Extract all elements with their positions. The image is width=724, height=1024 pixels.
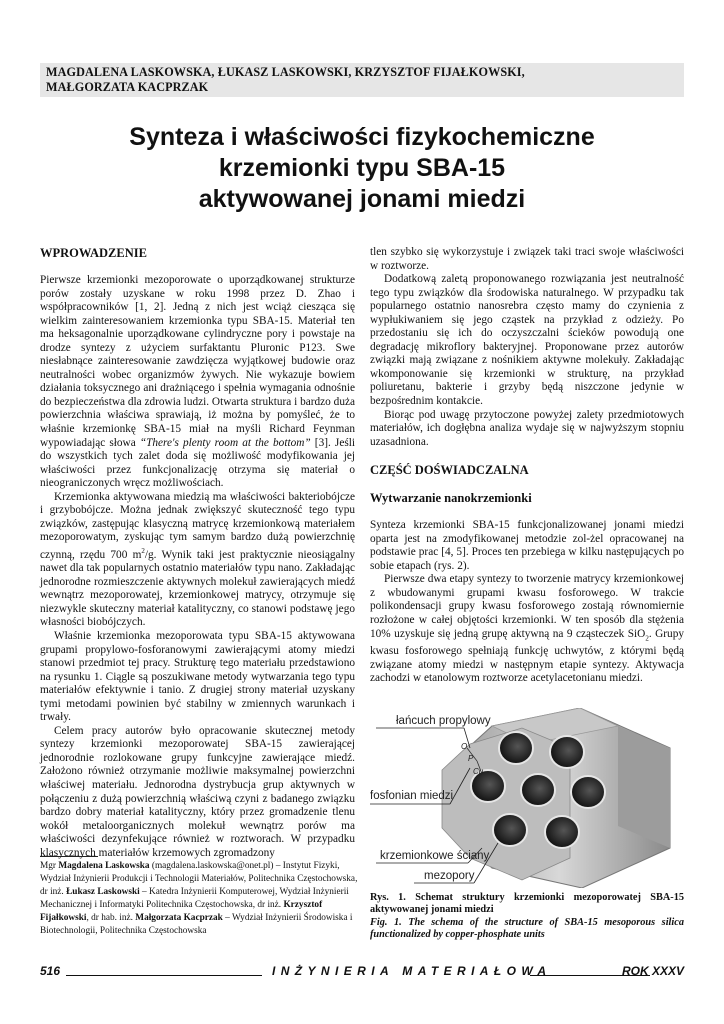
title-line-2: krzemionki typu SBA-15 — [218, 154, 506, 182]
label-silica-walls: krzemionkowe ściany — [380, 850, 490, 862]
svg-text:Cu: Cu — [473, 767, 484, 776]
right-column — [370, 246, 684, 686]
paragraph: tlen szybko się wykorzystuje i związek taki traci swoje właściwości w roztworze. — [370, 246, 684, 272]
figure-sba15-structure — [370, 708, 684, 888]
page-number: 516 — [40, 964, 61, 978]
left-column — [40, 246, 355, 860]
paragraph: Dodatkową zaletą proponowanego rozwiązania jest neutralność tego typu związków dla środowiska naturalnego. W przypadku tak popularnego ostatnio nanosrebra często mamy do czynienia z wypłukiwaniem się jego cząstek na przykład z odzieży. Po przedostaniu się ich do oczyszczalni ścieków powodują one degradację mikroflory bakteryjnej. Proponowane przez autorów związki mają związane z nośnikiem aktywne molekuły. Zakładając wkomponowanie się krzemionki w strukturę, na przykład poliuretanu, bakterie i grzyby będą niszczone jedynie w bezpośrednim kontakcie. — [370, 273, 684, 408]
article-title — [40, 122, 684, 215]
title-line-3: aktywowanej jonami miedzi — [198, 185, 526, 213]
authors-line-1: MAGDALENA LASKOWSKA, ŁUKASZ LASKOWSKI, KRZYSZTOF FIJAŁKOWSKI, — [46, 65, 525, 79]
section-heading-experimental: CZĘŚĆ DOŚWIADCZALNA — [370, 463, 529, 478]
feynman-quote: “There's plenty room at the bottom” — [139, 436, 311, 449]
paragraph: Krzemionka aktywowana miedzią ma właściwości bakteriobójcze i grzybobójcze. Można jednak zwiększyć skuteczność tego typu związków, zastępując klasyczną matrycę krzemionkową materiałem mezoporowatym, zyskując tym samym bardzo dużą powierzchnię czynną, rzędu 700 $m^2/g$. Wynik taki jest praktycznie nieosiągalny nawet dla tak popularnych ostatnio materiałów typu nano. Zakładając jednorodne rozmieszczenie aktywnych molekuł zawierających miedź wewnątrz mezoporowatej, krzemionkowej matrycy, otrzymuje się niezwykle skuteczny materiał katalityczny, co stanowi podstawę jego własności biobójczych. — [40, 490, 355, 629]
label-propyl-chain: łańcuch propylowy — [396, 715, 491, 727]
volume-year: ROK XXXV — [621, 964, 684, 978]
journal-name: INŻYNIERIA MATERIAŁOWA — [272, 964, 552, 978]
label-mesopores: mezopory — [424, 870, 475, 882]
caption-english: Fig. 1. The schema of the structure of SBA-15 mesoporous silica functionalized by copper-phosphate units — [370, 916, 684, 940]
page-footer — [40, 964, 684, 980]
label-copper-phosphonate: fosfonian miedzi — [370, 790, 454, 802]
section-heading-introduction: WPROWADZENIE — [40, 246, 147, 260]
footer-rule-left — [66, 975, 262, 976]
author-affiliations-footnote: Mgr Magdalena Laskowska (magdalena.laskowska@onet.pl) – Instytut Fizyki, Wydział Inżynierii Produkcji i Technologii Materiałów, Politechnika Częstochowska, dr inż. Łukasz Laskowski – Katedra Inżynierii Komputerowej, Wydział Inżynierii Mechanicznej i Informatyki Politechnika Częstochowska, dr inż. Krzysztof Fijałkowski, dr hab. inż. Małgorzata Kacprzak – Wydział Inżynierii Środowiska i Biotechnologii, Politechnika Częstochowska — [40, 856, 360, 939]
paragraph: Pierwsze dwa etapy syntezy to tworzenie matrycy krzemionkowej z wbudowanymi grupami kwasu fosforowego. W trakcie polikondensacji grupy kwasu fosforowego zostają równomiernie rozłożone w całej objętości krzemionki. W ten sposób dla stężenia 10% uzyskuje się jedną grupę aktywną na 9 cząsteczek SiO$_2$. Grupy kwasu fosforowego spełniają funkcję uchwytów, z którymi będą związane atomy miedzi w następnym etapie syntezy. Aktywacja zachodzi w etanolowym roztworze acetylacetonianu miedzi. — [370, 573, 684, 685]
title-line-1: Synteza i właściwości fizykochemiczne — [129, 123, 595, 151]
paragraph: Synteza krzemionki SBA-15 funkcjonalizowanej jonami miedzi oparta jest na zmodyfikowanej metodzie zol-żel opracowanej na podstawie prac [4, 5]. Proces ten przebiega w kilku następujących po sobie etapach (rys. 2). — [370, 519, 684, 572]
caption-polish: Rys. 1. Schemat struktury krzemionki mezoporowatej SBA-15 aktywowanej jonami miedzi — [370, 892, 684, 916]
svg-text:P: P — [468, 754, 474, 763]
svg-text:O: O — [461, 742, 468, 751]
paragraph: Celem pracy autorów było opracowanie skutecznej metody syntezy krzemionki mezoporowatej SBA-15 zawierającej jednorodnie rozlokowane grupy funkcyjne zawierające miedź. Założono również otrzymanie możliwie maksymalnej powierzchni właściwej materiału. Jednorodna dystrybucja grup aktywnych w połączeniu z dużą powierzchnią właściwą czyni z badanego związku bardzo dobry materiał katalityczny, który przez gromadzenie tlenu wokół metaloorganicznych molekuł wewnątrz porów ma właściwości dezynfekujące również w roztworach. W przypadku klasycznych materiałów krzemowych zgromadzony — [40, 724, 355, 859]
paragraph: Właśnie krzemionka mezoporowata typu SBA-15 aktywowana grupami propylowo-fosforanowymi zawierającymi atomy miedzi stanowi przedmiot tej pracy. Strukturę tego materiału przedstawiono na rysunku 1. Ciągle są poszukiwane metody wytwarzania tego typu materiałów efektywnie i tanio. Z drugiej strony materiał uzyskany tymi metodami powinien być stabilny w zmiennych warunkach i trwały. — [40, 629, 355, 724]
paragraph: Biorąc pod uwagę przytoczone powyżej zalety przedmiotowych materiałów, ich dogłębna analiza wydaje się w najwyższym stopniu uzasadniona. — [370, 408, 684, 448]
subsection-heading: Wytwarzanie nanokrzemionki — [370, 491, 532, 506]
footnote-rule — [40, 856, 98, 857]
paragraph: Pierwsze krzemionki mezoporowate o uporządkowanej strukturze porów zostały uzyskane w roku 1998 przez D. Zhao i współpracowników [1, 2]. Jedną z nich jest wciąż ciesząca się wielkim zainteresowaniem krzemionka typu SBA-15. Materiał ten ma heksagonalnie uporządkowane cylindryczne pory i powstaje na drodze syntezy z użyciem surfaktantu Pluronic P123. Swe niesłabnące zainteresowanie zawdzięcza wyjątkowej budowie oraz neutralności wobec organizmów żywych. Nie wykazuje bowiem działania toksycznego ani drażniącego i spełnia wymagania odnośnie do bezpieczeństwa dla zdrowia ludzi. Otwarta struktura i bardzo duża powierzchnia właściwa sprawiają, iż można by pomyśleć, że to właśnie krzemionkę SBA-15 miał na myśli Richard Feynman wypowiadając słowa “There's plenty room at the bottom” [3]. Jeśli do wszystkich tych zalet doda się możliwość modyfikowania jej właściwości przez funkcjonalizację otrzyma się materiał o nieograniczonych wręcz możliwościach. — [40, 274, 356, 490]
authors-line-2: MAŁGORZATA KACPRZAK — [46, 80, 209, 94]
figure-caption — [370, 892, 684, 941]
authors-banner — [40, 63, 684, 97]
